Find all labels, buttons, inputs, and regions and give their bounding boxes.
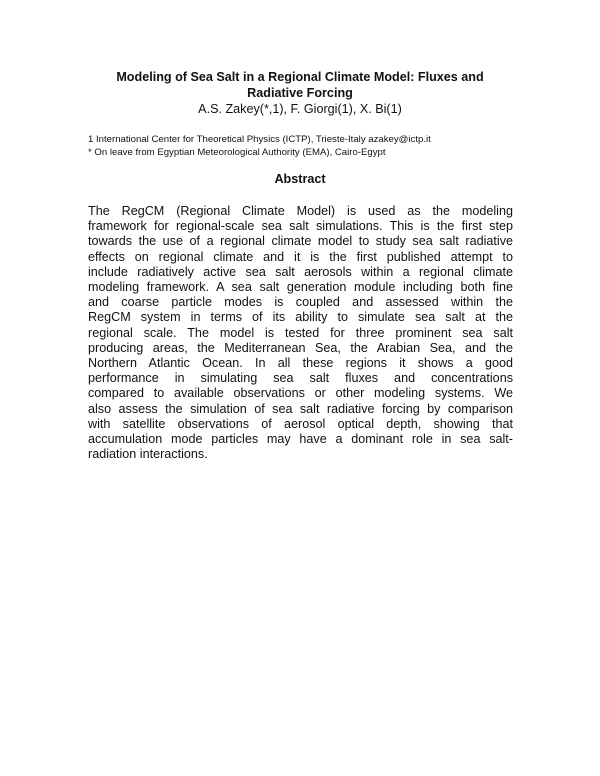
paper-authors: A.S. Zakey(*,1), F. Giorgi(1), X. Bi(1)	[198, 102, 402, 116]
abstract-line: radiation interactions.	[88, 447, 208, 462]
paper-title-line-2: Radiative Forcing	[247, 86, 353, 100]
paper-title-line-1: Modeling of Sea Salt in a Regional Climate Model: Fluxes and	[116, 70, 484, 84]
abstract-body	[88, 204, 513, 462]
abstract-line: regional scale. The model is tested for three prominent sea salt	[88, 325, 513, 340]
abstract-heading: Abstract	[274, 172, 326, 186]
abstract-line: RegCM system in terms of its ability to simulate sea salt at the	[88, 310, 513, 325]
abstract-line: The RegCM (Regional Climate Model) is used as the modeling	[88, 204, 513, 218]
abstract-line: include radiatively active sea salt aerosols within a regional climate	[88, 264, 513, 279]
abstract-line: effects on regional climate and it is the first published attempt to	[88, 249, 513, 264]
abstract-line: producing areas, the Mediterranean Sea, the Arabian Sea, and the	[88, 340, 513, 355]
abstract-line: modeling framework. A sea salt generation module including both fine	[88, 280, 513, 295]
abstract-line: with satellite observations of aerosol optical depth, showing that	[88, 416, 513, 431]
affiliation-1: 1 International Center for Theoretical Physics (ICTP), Trieste-Italy azakey@ictp.it	[88, 134, 431, 145]
abstract-line: towards the use of a regional climate model to study sea salt radiative	[88, 234, 513, 249]
abstract-line: Northern Atlantic Ocean. In all these regions it shows a good	[88, 356, 513, 371]
abstract-line: also assess the simulation of sea salt radiative forcing by comparison	[88, 401, 513, 416]
abstract-line: compared to available observations or other modeling systems. We	[88, 386, 513, 401]
abstract-line: and coarse particle modes is coupled and assessed within the	[88, 295, 513, 310]
abstract-line: framework for regional-scale sea salt simulations. This is the first step	[88, 219, 513, 234]
abstract-line: performance in simulating sea salt fluxes and concentrations	[88, 371, 513, 386]
affiliation-2: * On leave from Egyptian Meteorological Authority (EMA), Cairo-Egypt	[88, 147, 386, 158]
abstract-line: accumulation mode particles may have a dominant role in sea salt-	[88, 432, 513, 447]
paper-title	[60, 69, 540, 101]
